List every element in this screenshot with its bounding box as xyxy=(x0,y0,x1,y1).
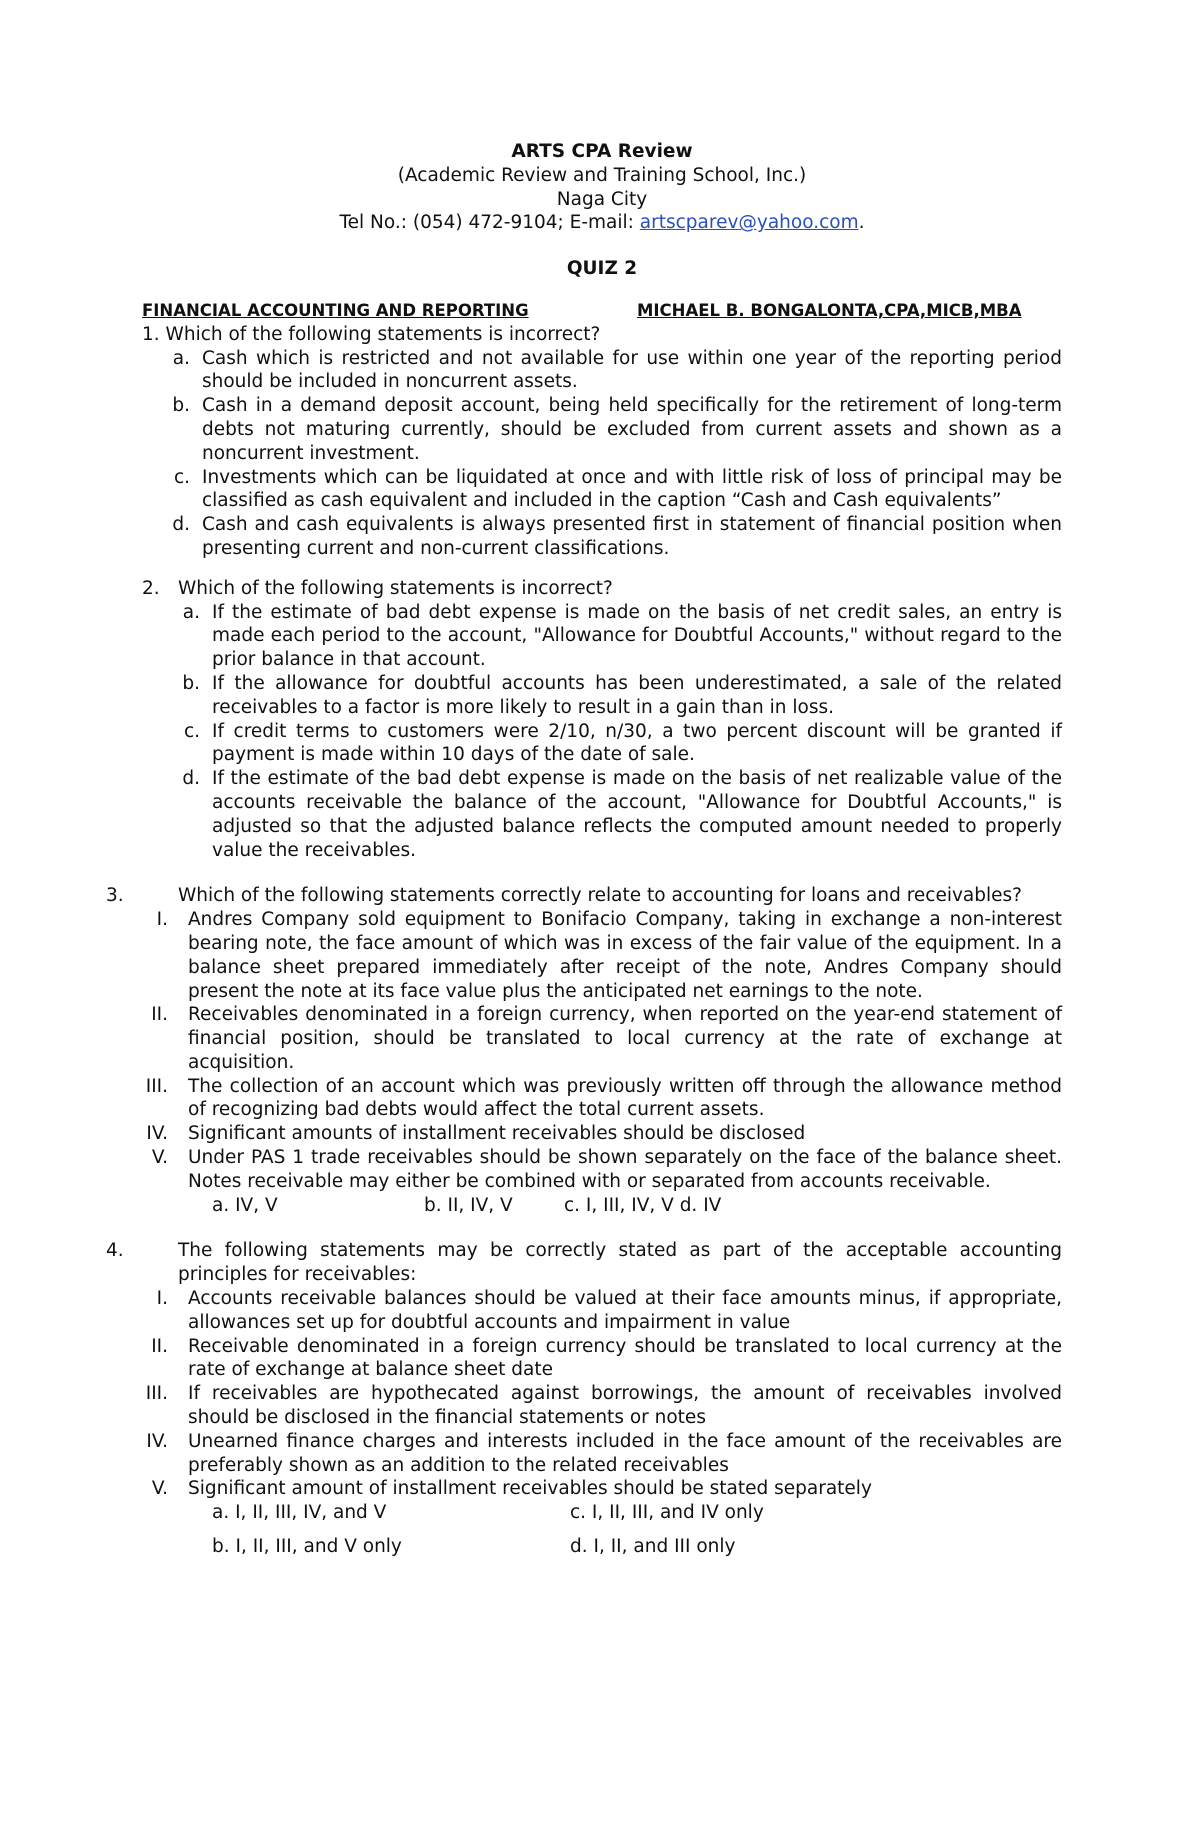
answer-choice-a: a. I, II, III, IV, and V xyxy=(212,1502,387,1524)
statement-text: Unearned finance charges and interests included in the face amount of the receivables are preferably shown as an addition to the related receivables xyxy=(188,1430,1062,1476)
statement-i xyxy=(142,908,1062,1003)
letterhead xyxy=(142,140,1062,235)
option-a xyxy=(142,601,1062,672)
option-d xyxy=(142,767,1062,862)
statement-marker: V. xyxy=(151,1147,168,1169)
option-d xyxy=(142,513,1062,561)
org-name: ARTS CPA Review xyxy=(511,141,693,162)
option-marker: b. xyxy=(182,672,200,694)
statement-marker: IV. xyxy=(146,1430,168,1452)
question-3 xyxy=(106,884,1062,1217)
statement-marker: II. xyxy=(151,1335,168,1357)
statement-marker: IV. xyxy=(146,1123,168,1145)
option-c xyxy=(142,466,1062,514)
answer-choices-row1 xyxy=(142,1501,1062,1525)
statement-text: Accounts receivable balances should be valued at their face amounts minus, if appropriate, allowances set up for doubtful accounts and impairment in value xyxy=(188,1288,1062,1333)
option-marker: c. xyxy=(173,466,190,488)
option-text: Cash which is restricted and not available for use within one year of the reporting period should be included in noncurrent assets. xyxy=(202,347,1062,393)
statement-text: Significant amounts of installment receivables should be disclosed xyxy=(188,1123,806,1145)
answer-choice-a: a. IV, V xyxy=(212,1194,278,1216)
statement-ii xyxy=(142,1003,1062,1074)
contact-prefix: Tel No.: (054) 472-9104; E-mail: xyxy=(339,212,640,234)
answer-choice-b: b. II, IV, V xyxy=(424,1194,513,1216)
statement-ii xyxy=(142,1335,1062,1383)
question-2 xyxy=(142,577,1062,863)
option-text: Cash in a demand deposit account, being held specifically for the retirement of long-term debts not maturing currently, should be excluded from current assets and shown as a noncurrent investment. xyxy=(202,395,1062,464)
option-marker: d. xyxy=(182,768,200,790)
question-text: Which of the following statements correctly relate to accounting for loans and receivables? xyxy=(178,885,1022,907)
option-c xyxy=(142,720,1062,768)
option-marker: b. xyxy=(172,395,190,417)
option-b xyxy=(142,672,1062,720)
statement-text: Receivable denominated in a foreign currency should be translated to local currency at the rate of exchange at balance sheet date xyxy=(188,1335,1062,1381)
option-text: If credit terms to customers were 2/10, n/30, a two percent discount will be granted if payment is made within 10 days of the date of sale. xyxy=(212,720,1062,766)
statement-iv xyxy=(142,1122,1062,1146)
option-text: If the estimate of the bad debt expense is made on the basis of net realizable value of the accounts receivable the balance of the account, "Allowance for Doubtful Accounts," is adjusted so that the adjusted balance reflects the computed amount needed to properly value the receivables. xyxy=(212,768,1062,861)
question-number: 3. xyxy=(106,885,124,907)
option-text: If the allowance for doubtful accounts has been underestimated, a sale of the related receivables to a factor is more likely to result in a gain than in loss. xyxy=(212,672,1062,718)
question-number: 1. xyxy=(142,323,160,345)
org-full-name: (Academic Review and Training School, Inc.) xyxy=(397,164,807,186)
option-marker: a. xyxy=(182,601,200,623)
statement-text: Andres Company sold equipment to Bonifacio Company, taking in exchange a non-interest bearing note, the face amount of which was in excess of the fair value of the equipment. In a balance sheet prepared immediately after receipt of the note, Andres Company should present the note at its face value plus the anticipated net earnings to the note. xyxy=(188,909,1062,1002)
statement-marker: III. xyxy=(145,1383,168,1405)
document-page xyxy=(106,140,1062,1581)
statement-iii xyxy=(142,1075,1062,1123)
statement-iv xyxy=(142,1430,1062,1478)
statement-text: If receivables are hypothecated against borrowings, the amount of receivables involved should be disclosed in the financial statements or notes xyxy=(188,1383,1062,1429)
question-stem xyxy=(106,1239,1062,1287)
answer-choice-d: d. I, II, and III only xyxy=(570,1536,736,1558)
question-stem xyxy=(106,884,1062,908)
subject-name: FINANCIAL ACCOUNTING AND REPORTING xyxy=(142,300,529,320)
answer-choice-b: b. I, II, III, and V only xyxy=(212,1536,402,1558)
question-text: Which of the following statements is incorrect? xyxy=(178,577,613,599)
statement-marker: I. xyxy=(156,909,168,931)
statement-i xyxy=(142,1287,1062,1335)
question-stem xyxy=(142,577,1062,601)
email-link[interactable]: artscparev@yahoo.com xyxy=(639,212,859,234)
option-marker: c. xyxy=(183,720,200,742)
option-text: Cash and cash equivalents is always presented first in statement of financial position when presenting current and non-current classifications. xyxy=(202,514,1062,559)
org-city: Naga City xyxy=(556,188,648,210)
option-marker: a. xyxy=(172,347,190,369)
statement-v xyxy=(142,1146,1062,1194)
answer-choice-c: c. I, II, III, and IV only xyxy=(570,1502,764,1524)
statement-marker: II. xyxy=(151,1004,168,1026)
contact-line xyxy=(142,211,1062,235)
option-marker: d. xyxy=(172,514,190,536)
question-text: The following statements may be correctly stated as part of the acceptable accounting principles for receivables: xyxy=(178,1240,1062,1286)
statement-marker: V. xyxy=(151,1478,168,1500)
question-4 xyxy=(106,1239,1062,1558)
question-number: 2. xyxy=(142,577,160,599)
statement-text: Significant amount of installment receivables should be stated separately xyxy=(188,1478,872,1500)
instructor-name: MICHAEL B. BONGALONTA,CPA,MICB,MBA xyxy=(637,300,1022,320)
question-text: Which of the following statements is incorrect? xyxy=(165,323,601,345)
statement-text: The collection of an account which was previously written off through the allowance method of recognizing bad debts would affect the total current assets. xyxy=(188,1075,1062,1121)
statement-iii xyxy=(142,1382,1062,1430)
statement-marker: I. xyxy=(156,1288,168,1310)
quiz-title: QUIZ 2 xyxy=(566,258,638,280)
statement-text: Receivables denominated in a foreign currency, when reported on the year-end statement of financial position, should be translated to local currency at the rate of exchange at acquisition. xyxy=(188,1004,1062,1073)
statement-marker: III. xyxy=(145,1075,168,1097)
statement-text: Under PAS 1 trade receivables should be shown separately on the face of the balance sheet. Notes receivable may either be combined with or separated from accounts receivable. xyxy=(188,1147,1062,1192)
statement-v xyxy=(142,1477,1062,1501)
option-text: Investments which can be liquidated at once and with little risk of loss of principal may be classified as cash equivalent and included in the caption “Cash and Cash equivalents” xyxy=(202,466,1062,512)
answer-choices xyxy=(142,1194,1062,1218)
contact-suffix: . xyxy=(858,212,865,234)
answer-choice-c-d: c. I, III, IV, V d. IV xyxy=(564,1194,722,1216)
option-b xyxy=(142,394,1062,465)
option-text: If the estimate of bad debt expense is made on the basis of net credit sales, an entry is made each period to the account, "Allowance for Doubtful Accounts," without regard to the prior balance in that account. xyxy=(212,601,1062,671)
question-stem xyxy=(142,323,1062,347)
answer-choices-row2 xyxy=(142,1535,1062,1559)
subject-row xyxy=(142,299,1062,323)
question-1 xyxy=(142,323,1062,561)
question-number: 4. xyxy=(106,1240,124,1262)
option-a xyxy=(142,347,1062,395)
